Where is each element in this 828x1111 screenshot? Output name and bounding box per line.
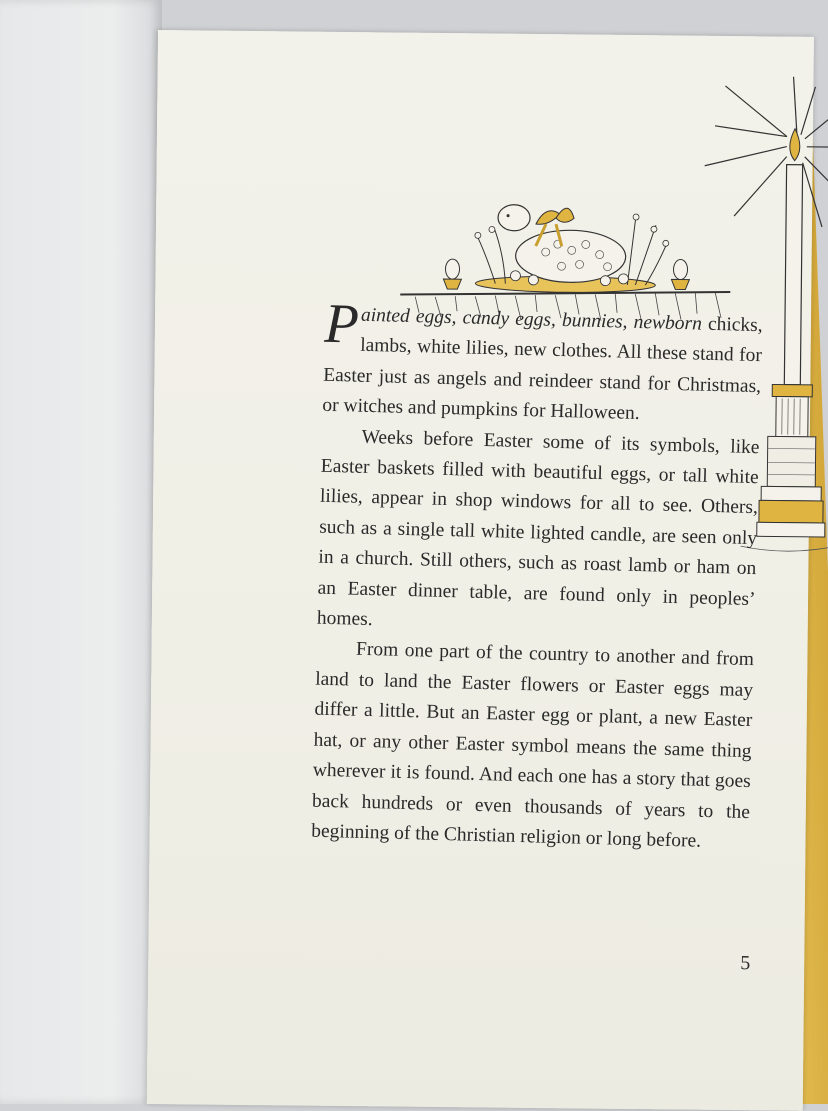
- paragraph-3: From one part of the country to another and from land to land the Easter flowers or Easter eggs may differ a little. But an Easter egg or plant, a new Easter hat, or any other Easter symbol means the same thing wherever it is found. And each one has a story that goes back hundreds or even thousands of years to the beginning of the Christian religion or long before.: [311, 634, 754, 858]
- paragraph-2: Weeks before Easter some of its symbols, like Easter baskets filled with beautiful eggs, or tall white lilies, appear in shop windows for all to see. Others, such as a single tall white lighted candle, are seen only in a church. Still others, such as roast lamb or ham on an Easter dinner table, are found only in peoples’ homes.: [316, 421, 759, 645]
- first-line-italic: ainted eggs, candy eggs, bunnies, newborn: [361, 305, 702, 335]
- paragraph-1-text: chicks, lambs, white lilies, new clothes. All these stand for Easter just as angels and reindeer stand for Christmas, or witches and pumpkins for Halloween.: [322, 314, 763, 424]
- book-page: [147, 30, 814, 1111]
- page-body-text: [311, 300, 763, 859]
- paragraph-1: [322, 300, 763, 433]
- facing-page: [0, 0, 162, 1104]
- drop-cap: P: [324, 302, 359, 347]
- page-number: 5: [740, 952, 750, 975]
